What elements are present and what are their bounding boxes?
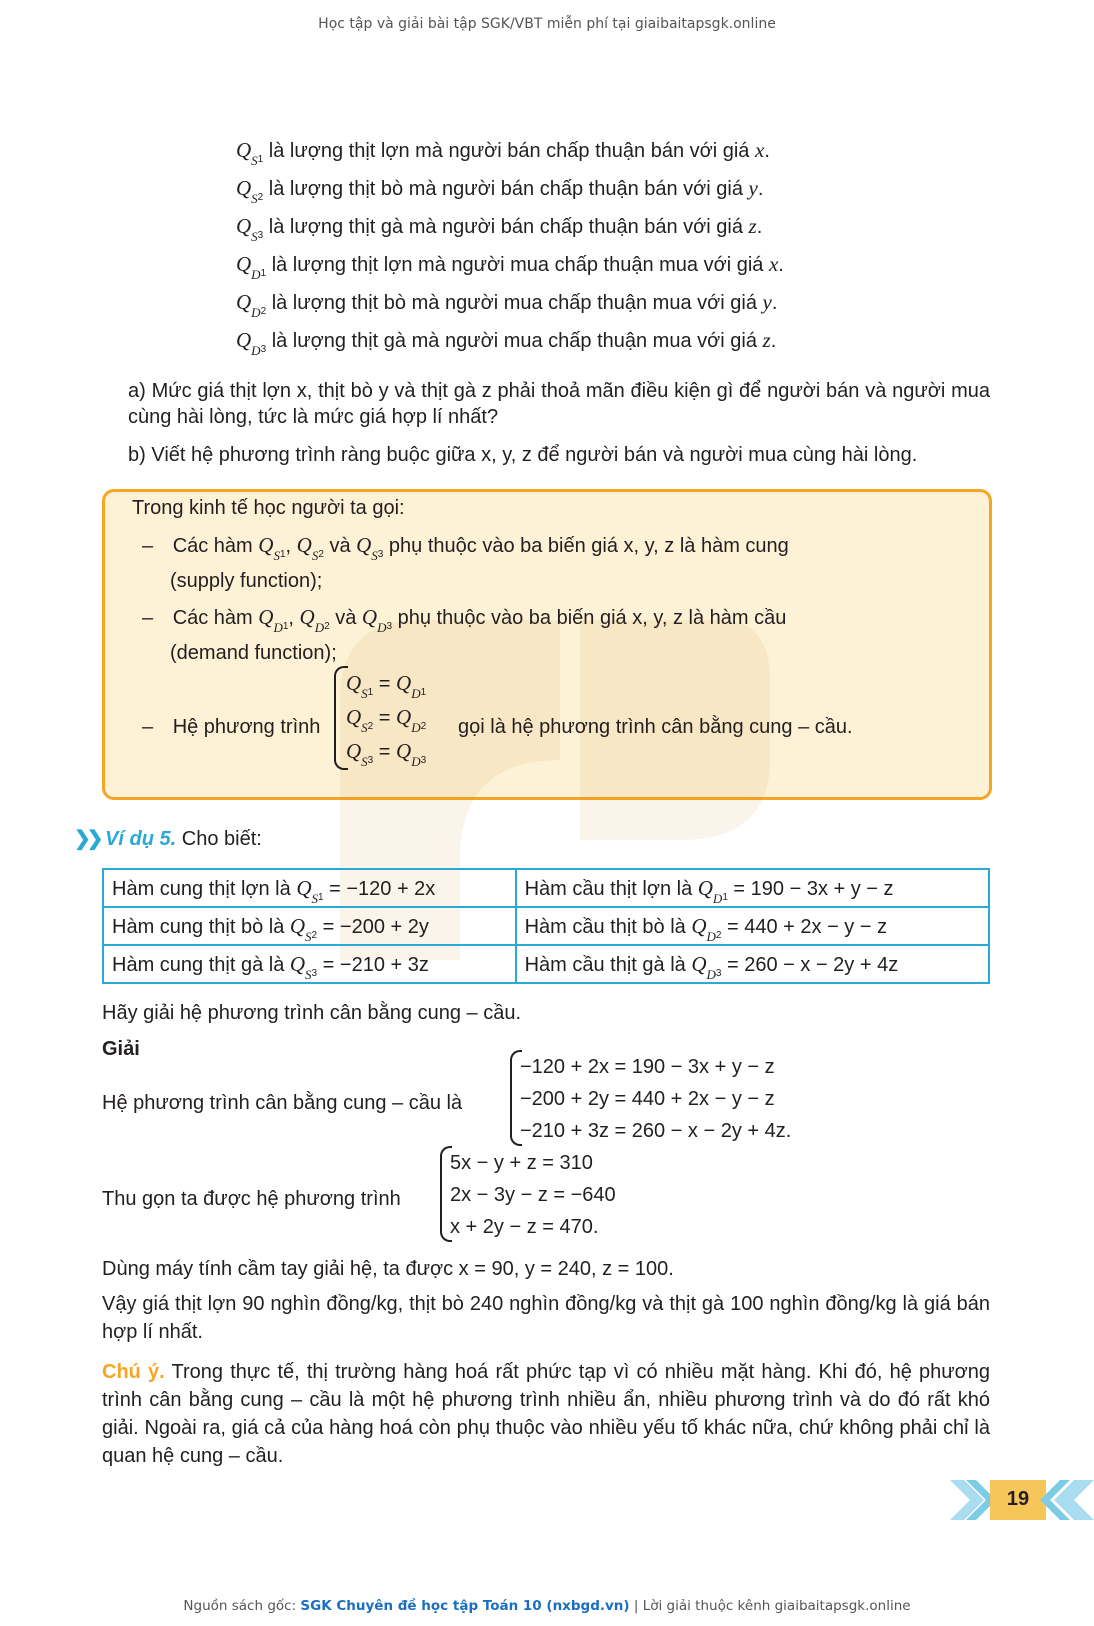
table-cell: Hàm cung thịt lợn là $Q_{S1} = -120 + 2x$ [103,869,516,907]
definition-row: $Q_{D2}$ là lượng thịt bò mà người mua chấp thuận mua với giá y. [236,290,778,320]
table-cell: Hàm cầu thịt gà là $Q_{D3} = 260 - x - 2y + 4z$ [516,945,989,983]
system2-eq1: 5x − y + z = 310 [450,1152,593,1174]
system1-eq3: −210 + 3z = 260 − x − 2y + 4z. [520,1120,792,1142]
system1-label: Hệ phương trình cân bằng cung – cầu là [102,1092,463,1114]
box-item-demand-line2: (demand function); [170,642,337,664]
table-row [103,945,989,983]
question-b: b) Viết hệ phương trình ràng buộc giữa x, y, z để người bán và người mua cùng hài lòng. [128,444,918,466]
page-header: Học tập và giải bài tập SGK/VBT miễn phí tại giaibaitapsgk.online [318,16,776,32]
example-table [102,868,990,984]
table-cell: Hàm cầu thịt bò là $Q_{D2} = 440 + 2x - y - z$ [516,907,989,945]
system2-label: Thu gọn ta được hệ phương trình [102,1188,401,1210]
box-system-eq3: $Q_{S3} = Q_{D3}$ [346,739,427,769]
box-intro: Trong kinh tế học người ta gọi: [132,497,405,519]
calc-result: Dùng máy tính cầm tay giải hệ, ta được x = 90, y = 240, z = 100. [102,1258,674,1280]
note-label: Chú ý. [102,1361,165,1383]
definition-row: $Q_{D3}$ là lượng thịt gà mà người mua chấp thuận mua với giá z. [236,328,777,358]
definition-row: $Q_{S2}$ là lượng thịt bò mà người bán chấp thuận bán với giá y. [236,176,764,206]
solution-heading: Giải [102,1038,140,1060]
box-system-eq2: $Q_{S2} = Q_{D2}$ [346,705,427,735]
note-paragraph [102,1358,990,1470]
page-number: 19 [1006,1488,1030,1510]
table-row [103,869,989,907]
definition-row: $Q_{S1}$ là lượng thịt lợn mà người bán chấp thuận bán với giá x. [236,138,770,168]
box-item-demand: – Các hàm $Q_{D1}$, $Q_{D2}$ và $Q_{D3}$ phụ thuộc vào ba biến giá x, y, z là hàm cầu [142,605,787,635]
table-cell: Hàm cầu thịt lợn là $Q_{D1} = 190 - 3x + y - z$ [516,869,989,907]
example-heading: ❯❯ Ví dụ 5. Cho biết: [74,828,262,850]
table-row [103,907,989,945]
definition-row: $Q_{S3}$ là lượng thịt gà mà người bán chấp thuận bán với giá z. [236,214,763,244]
table-cell: Hàm cung thịt bò là $Q_{S2} = -200 + 2y$ [103,907,516,945]
table-cell: Hàm cung thịt gà là $Q_{S3} = -210 + 3z$ [103,945,516,983]
box-item-supply-line2: (supply function); [170,570,323,592]
box-item-system-post: gọi là hệ phương trình cân bằng cung – cầu. [458,716,853,738]
definitions-list [236,137,784,365]
box-item-supply: – Các hàm $Q_{S1}$, $Q_{S2}$ và $Q_{S3}$ phụ thuộc vào ba biến giá x, y, z là hàm cung [142,533,789,563]
system1-eq1: −120 + 2x = 190 − 3x + y − z [520,1056,775,1078]
conclusion: Vậy giá thịt lợn 90 nghìn đồng/kg, thịt bò 240 nghìn đồng/kg và thịt gà 100 nghìn đồng/kg là giá bán hợp lí nhất. [102,1293,990,1343]
definition-row: $Q_{D1}$ là lượng thịt lợn mà người mua chấp thuận mua với giá x. [236,252,784,282]
page-number-badge [950,1480,1094,1520]
system2-eq3: x + 2y − z = 470. [450,1216,599,1238]
example-task: Hãy giải hệ phương trình cân bằng cung – cầu. [102,1002,522,1024]
system2-eq2: 2x − 3y − z = −640 [450,1184,616,1206]
question-a: a) Mức giá thịt lợn x, thịt bò y và thịt gà z phải thoả mãn điều kiện gì để người bán và người mua cùng hài lòng, tức là mức giá hợp lí nhất? [128,380,990,428]
note-text: Trong thực tế, thị trường hàng hoá rất phức tạp vì có nhiều mặt hàng. Khi đó, hệ phương trình cân bằng cung – cầu là một hệ phương trình nhiều ẩn, nhiều phương trình và do đó rất khó giải. Ngoài ra, giá cả của hàng hoá còn phụ thuộc vào nhiều yếu tố khác nữa, chứ không phải chỉ là quan hệ cung – cầu. [102,1361,990,1467]
box-item-system: – Hệ phương trình [142,716,321,738]
box-system-eq1: $Q_{S1} = Q_{D1}$ [346,671,427,701]
system1-eq2: −200 + 2y = 440 + 2x − y − z [520,1088,775,1110]
page-footer: Nguồn sách gốc: SGK Chuyên đề học tập Toán 10 (nxbgd.vn) | Lời giải thuộc kênh giaibaitapsgk.online [183,1598,911,1614]
double-chevron-icon: ❯❯ [74,828,100,850]
